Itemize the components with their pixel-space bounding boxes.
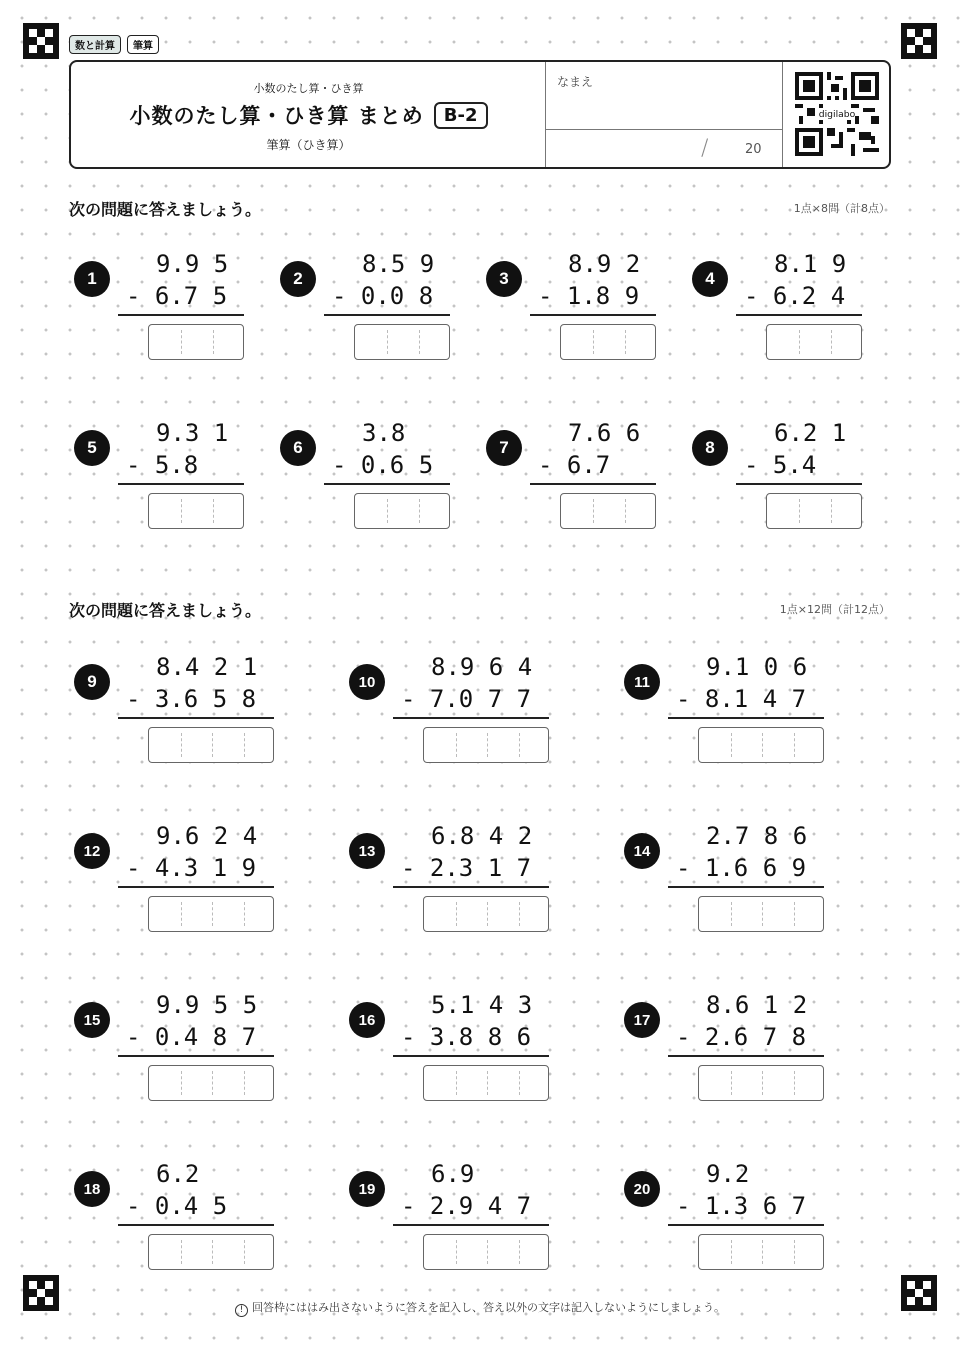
sum-line (324, 314, 450, 316)
problem-8 (688, 410, 878, 520)
problem-6 (276, 410, 466, 520)
problem-20 (620, 1151, 810, 1261)
problem-19 (345, 1151, 535, 1261)
problem-number-badge: 6 (280, 430, 316, 466)
sum-line (736, 483, 862, 485)
problem-number-badge: 5 (74, 430, 110, 466)
sum-line (324, 483, 450, 485)
section2-points: 1点×12問（計12点） (779, 603, 890, 616)
problem-5 (70, 410, 260, 520)
corner-marker-top-right (901, 23, 937, 59)
subtrahend: - 4.3 1 9 (126, 854, 257, 882)
answer-box[interactable] (148, 493, 244, 529)
title-row (71, 100, 546, 130)
footer-note-text: 回答枠にははみ出さないように答えを記入し、答え以外の文字は記入しないようにしましょう。 (252, 1301, 725, 1314)
subtrahend: - 5.8 (126, 451, 199, 479)
subtrahend: - 2.6 7 8 (676, 1023, 807, 1051)
header-subtitle-2: 筆算（ひき算） (266, 138, 351, 152)
footer-note (0, 1299, 960, 1317)
answer-box[interactable] (423, 1065, 549, 1101)
minuend: 3.8 (362, 419, 406, 447)
problem-1 (70, 241, 260, 351)
minuend: 9.2 (706, 1160, 750, 1188)
sum-line (736, 314, 862, 316)
score-max: 20 (745, 142, 762, 157)
name-field-label: なまえ (557, 75, 594, 89)
subtrahend: - 5.4 (744, 451, 817, 479)
subtrahend: - 6.7 5 (126, 282, 228, 310)
problem-13 (345, 813, 535, 923)
answer-box[interactable] (148, 1234, 274, 1270)
qr-code-icon[interactable] (795, 72, 879, 156)
subtrahend: - 1.6 6 9 (676, 854, 807, 882)
problem-18 (70, 1151, 260, 1261)
problem-15 (70, 982, 260, 1092)
subtrahend: - 8.1 4 7 (676, 685, 807, 713)
answer-box[interactable] (698, 1234, 824, 1270)
problem-number-badge: 11 (624, 664, 660, 700)
minuend: 9.9 5 5 (156, 991, 258, 1019)
qr-label: digilabo (818, 109, 856, 121)
problem-number-badge: 3 (486, 261, 522, 297)
sum-line (668, 1055, 824, 1057)
score-slash: / (701, 136, 709, 161)
minuend: 8.6 1 2 (706, 991, 808, 1019)
minuend: 9.6 2 4 (156, 822, 258, 850)
sum-line (118, 717, 274, 719)
minuend: 9.3 1 (156, 419, 229, 447)
minuend: 9.1 0 6 (706, 653, 808, 681)
problem-number-badge: 1 (74, 261, 110, 297)
problem-number-badge: 19 (349, 1171, 385, 1207)
problem-9 (70, 644, 260, 754)
minuend: 6.9 (431, 1160, 475, 1188)
answer-box[interactable] (560, 493, 656, 529)
problem-7 (482, 410, 672, 520)
subtrahend: - 3.6 5 8 (126, 685, 257, 713)
section1-instruction: 次の問題に答えましょう。 (69, 200, 262, 219)
sum-line (668, 717, 824, 719)
minuend: 8.9 6 4 (431, 653, 533, 681)
header-subtitle: 小数のたし算・ひき算 (253, 82, 364, 95)
problem-4 (688, 241, 878, 351)
subtrahend: - 0.4 5 (126, 1192, 228, 1220)
section1-points: 1点×8問（計8点） (793, 202, 890, 215)
answer-box[interactable] (423, 1234, 549, 1270)
problem-number-badge: 16 (349, 1002, 385, 1038)
answer-box[interactable] (560, 324, 656, 360)
section2-instruction: 次の問題に答えましょう。 (69, 601, 262, 620)
problem-number-badge: 12 (74, 833, 110, 869)
answer-box[interactable] (766, 324, 862, 360)
tag-number-calc: 数と計算 (69, 35, 121, 54)
problem-number-badge: 2 (280, 261, 316, 297)
subtrahend: - 6.2 4 (744, 282, 846, 310)
answer-box[interactable] (148, 1065, 274, 1101)
problem-number-badge: 10 (349, 664, 385, 700)
minuend: 6.8 4 2 (431, 822, 533, 850)
worksheet-header (69, 60, 891, 169)
problem-number-badge: 20 (624, 1171, 660, 1207)
info-icon: ! (235, 1304, 248, 1317)
answer-box[interactable] (766, 493, 862, 529)
problem-number-badge: 17 (624, 1002, 660, 1038)
problem-11 (620, 644, 810, 754)
sum-line (118, 483, 244, 485)
subtrahend: - 0.6 5 (332, 451, 434, 479)
worksheet-code: B-2 (434, 102, 488, 129)
sum-line (393, 886, 549, 888)
subtrahend: - 1.8 9 (538, 282, 640, 310)
sum-line (118, 314, 244, 316)
name-score-divider (546, 129, 782, 130)
minuend: 6.2 1 (774, 419, 847, 447)
page-title: 小数のたし算・ひき算 まとめ (129, 104, 424, 128)
answer-box[interactable] (423, 896, 549, 932)
minuend: 8.5 9 (362, 250, 435, 278)
problem-number-badge: 8 (692, 430, 728, 466)
problem-number-badge: 15 (74, 1002, 110, 1038)
subtrahend: - 2.9 4 7 (401, 1192, 532, 1220)
answer-box[interactable] (148, 324, 244, 360)
problem-17 (620, 982, 810, 1092)
minuend: 2.7 8 6 (706, 822, 808, 850)
sum-line (118, 886, 274, 888)
sum-line (393, 1055, 549, 1057)
answer-box[interactable] (698, 896, 824, 932)
minuend: 5.1 4 3 (431, 991, 533, 1019)
problem-10 (345, 644, 535, 754)
sum-line (668, 1224, 824, 1226)
sum-line (118, 1055, 274, 1057)
answer-box[interactable] (423, 727, 549, 763)
subtrahend: - 3.8 8 6 (401, 1023, 532, 1051)
problem-number-badge: 4 (692, 261, 728, 297)
corner-marker-top-left (23, 23, 59, 59)
minuend: 8.1 9 (774, 250, 847, 278)
sum-line (668, 886, 824, 888)
answer-box[interactable] (148, 896, 274, 932)
answer-box[interactable] (354, 324, 450, 360)
category-tags (69, 35, 159, 54)
minuend: 6.2 (156, 1160, 200, 1188)
sum-line (530, 483, 656, 485)
minuend: 8.9 2 (568, 250, 641, 278)
sum-line (118, 1224, 274, 1226)
subtrahend: - 7.0 7 7 (401, 685, 532, 713)
answer-box[interactable] (698, 1065, 824, 1101)
sum-line (393, 1224, 549, 1226)
subtrahend: - 1.3 6 7 (676, 1192, 807, 1220)
subtrahend: - 6.7 (538, 451, 611, 479)
problem-16 (345, 982, 535, 1092)
problem-number-badge: 14 (624, 833, 660, 869)
subtrahend: - 2.3 1 7 (401, 854, 532, 882)
problem-14 (620, 813, 810, 923)
answer-box[interactable] (354, 493, 450, 529)
minuend: 9.9 5 (156, 250, 229, 278)
subtrahend: - 0.0 8 (332, 282, 434, 310)
problem-12 (70, 813, 260, 923)
problem-3 (482, 241, 672, 351)
answer-box[interactable] (148, 727, 274, 763)
problem-2 (276, 241, 466, 351)
sum-line (393, 717, 549, 719)
qr-divider (782, 62, 783, 167)
problem-number-badge: 7 (486, 430, 522, 466)
sum-line (530, 314, 656, 316)
problem-number-badge: 9 (74, 664, 110, 700)
answer-box[interactable] (698, 727, 824, 763)
minuend: 8.4 2 1 (156, 653, 258, 681)
problem-number-badge: 18 (74, 1171, 110, 1207)
problem-number-badge: 13 (349, 833, 385, 869)
minuend: 7.6 6 (568, 419, 641, 447)
subtrahend: - 0.4 8 7 (126, 1023, 257, 1051)
tag-column-calc: 筆算 (127, 35, 159, 54)
